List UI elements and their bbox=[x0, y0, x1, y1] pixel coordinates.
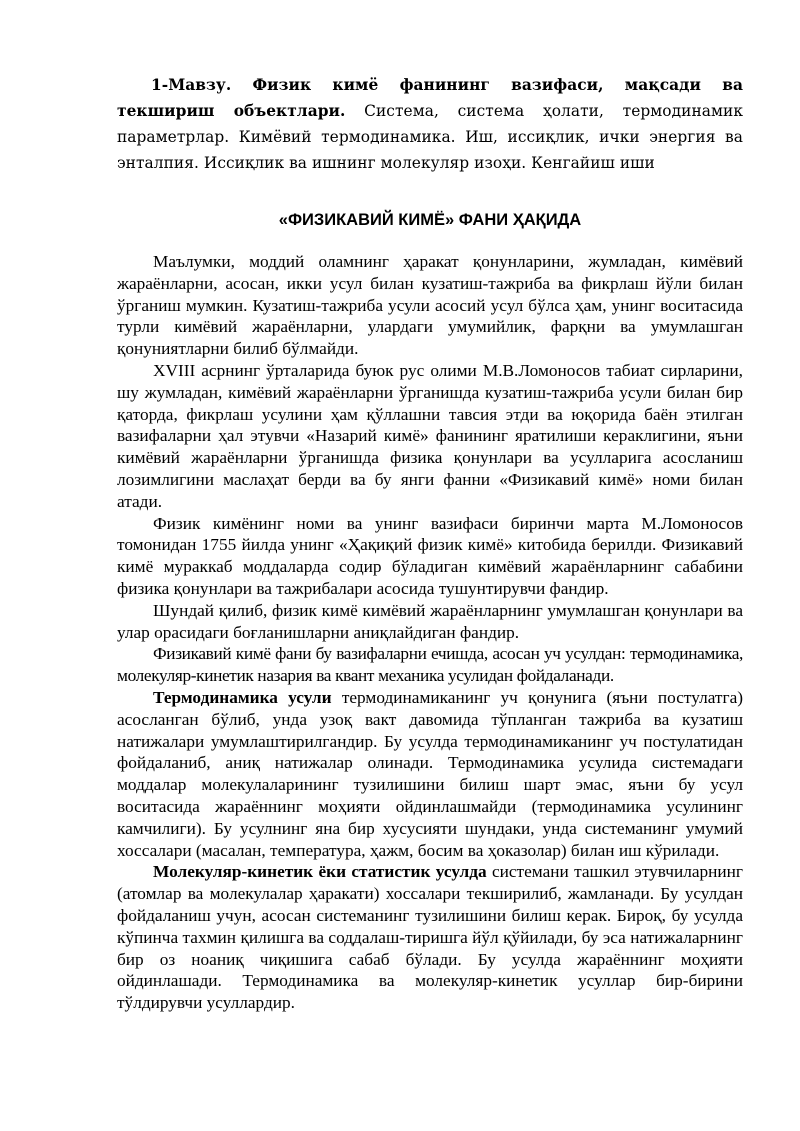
paragraph-2: XVIII асрнинг ўрталарида буюк рус олими М.В.Ломоносов табиат сирларини, шу жумладан, кимёвий жараёнларни ўрганишда кузатиш-тажриба усули билан бир қаторда, фикрлаш усулини ҳам қўллашни тавсия этди ва юқорида баён этилган вазифаларни ҳал этувчи «Назарий кимё» фанининг яратилиши кераклигини, яъни кимёвий жараёнларни ўрганишда физика қонунлари ва усулларига асосланиш лозимлигини маслаҳат берди ва бу янги фанни «Физикавий кимё» номи билан атади. bbox=[117, 360, 743, 511]
document-page bbox=[117, 72, 743, 1014]
molecular-kinetic-text: системани ташкил этувчиларнинг (атомлар ва молекулалар ҳаракати) хоссалари текширилиб, жамланади. Бу усулдан фойдаланиш учун, асосан системанинг тузилишини билиш керак. Бироқ, бу усулда кўпинча тахмин қилишга ва соддалаш-тиришга йўл қўйилади, бу эса натижаларнинг бир оз ноаниқ чиқишига сабаб бўлади. Бу усулда жараённинг моҳияти ойдинлашади. Термодинамика ва молекуляр-кинетик усуллар бир-бирини тўлдирувчи усуллардир. bbox=[117, 862, 743, 1013]
thermodynamics-text: термодинамиканинг уч қонунига (яъни постулатга) асосланган бўлиб, унда узоқ вакт давомида тўпланган тажриба ва кузатиш натижалари умумлаштирилгандир. Бу усулда термодинамиканинг уч постулатидан фойдаланиб, аниқ натижалар олинади. Термодинамика усулида системадаги моддалар молекулаларининг тузилишини билиш шарт эмас, яъни бу усул воситасида жараённинг моҳияти ойдинлашмайди (термодинамика усулининг камчилиги). Бу усулнинг яна бир хусусияти шундаки, унда системанинг умумий хоссалари (масалан, температура, ҳажм, босим ва ҳоказолар) билан иш кўрилади. bbox=[117, 687, 743, 860]
paragraph-3: Физик кимёнинг номи ва унинг вазифаси биринчи марта М.Ломоносов томонидан 1755 йилда унинг «Ҳақиқий физик кимё» китобида берилди. Физикавий кимё мураккаб моддаларда содир бўладиган кимёвий жараёнларнинг сабабини физика қонунлари ва тажрибалари асосида тушунтирувчи фандир. bbox=[117, 513, 743, 598]
paragraph-1: Маълумки, моддий оламнинг ҳаракат қонунларини, жумладан, кимёвий жараёнларни, асосан, икки усул билан кузатиш-тажриба ва фикрлаш йўли билан ўрганиш мумкин. Кузатиш-тажриба усули асосий усул бўлса ҳам, унинг воситасида турли кимёвий жараёнларни, улардаги умумийлик, фарқни ва умумлашган қонуниятларни билиб бўлмайди. bbox=[117, 252, 743, 359]
topic-title: 1-Мавзу. Физик кимё фанининг вазифаси, мақсади ва текшириш объектлари. bbox=[117, 76, 743, 120]
thermodynamics-term: Термодинамика усули bbox=[153, 687, 332, 707]
paragraph-4: Шундай қилиб, физик кимё кимёвий жараёнларнинг умумлашган қонунлари ва улар орасидаги боғланишларни аниқлайдиган фандир. bbox=[117, 600, 743, 642]
paragraph-molecular-kinetic bbox=[117, 861, 743, 1014]
section-heading: «ФИЗИКАВИЙ КИМЁ» ФАНИ ҲАҚИДА bbox=[278, 211, 582, 229]
molecular-kinetic-term: Молекуляр-кинетик ёки статистик усулда bbox=[153, 862, 487, 882]
topic-subtopics: Система, система ҳолати, термодинамик параметрлар. Кимёвий термодинамика. Иш, иссиқлик, ички энергия ва энталпия. Иссиқлик ва ишнинг молекуляр изоҳи. Кенгайиш иши bbox=[117, 102, 743, 172]
paragraph-5: Физикавий кимё фани бу вазифаларни ечишда, асосан уч усулдан: термодинамика, молекуляр-кинетик назария ва квант механика усулидан фойдаланади. bbox=[117, 644, 743, 686]
paragraph-thermodynamics bbox=[117, 687, 743, 861]
topic-intro bbox=[117, 72, 743, 176]
